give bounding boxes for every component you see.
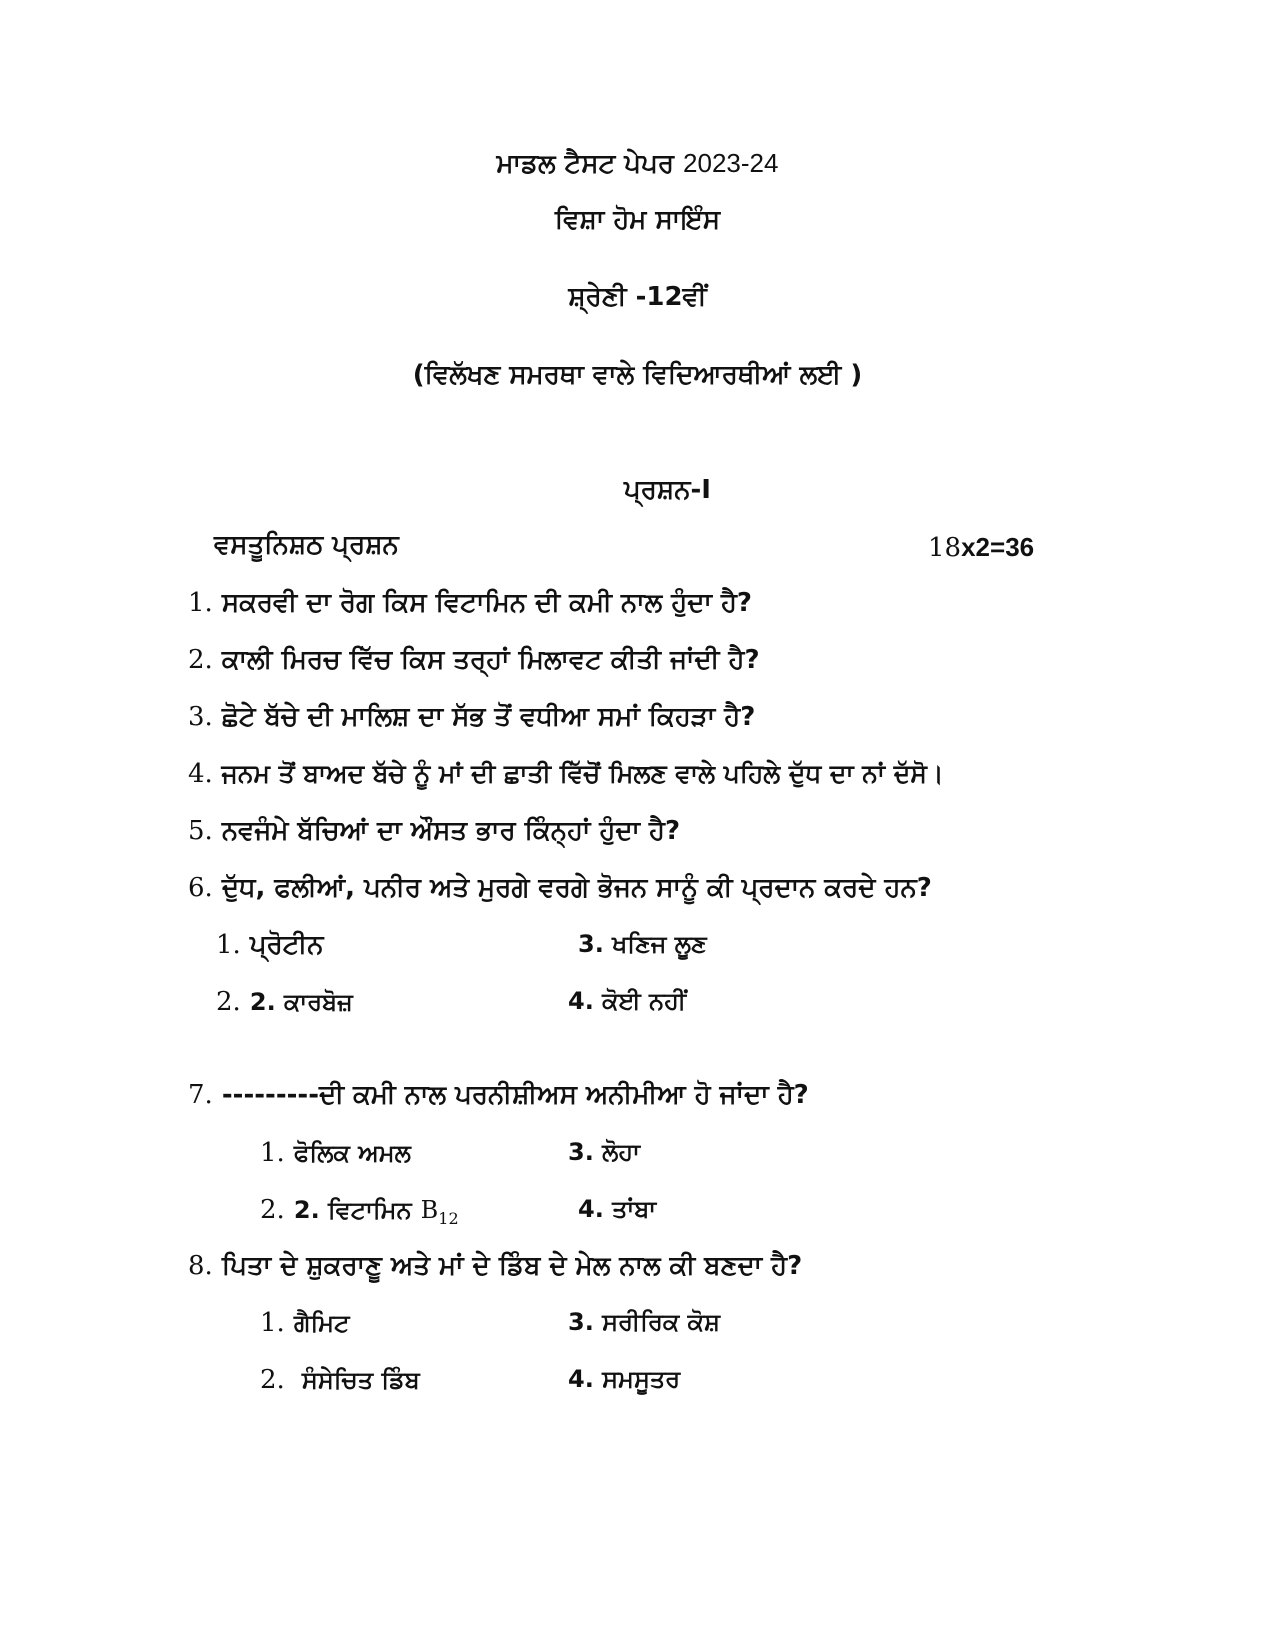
q7-option-4: 4. ਤਾਂਬਾ (578, 1195, 657, 1223)
question-text: ਜਨਮ ਤੋਂ ਬਾਅਦ ਬੱਚੇ ਨੂੰ ਮਾਂ ਦੀ ਛਾਤੀ ਵਿੱਚੋਂ ਮਿਲਣ ਵਾਲੇ ਪਹਿਲੇ ਦੁੱਧ ਦਾ ਨਾਂ ਦੱਸੋ। (221, 759, 944, 788)
question-1 (188, 588, 752, 619)
q7-option-2 (260, 1195, 459, 1228)
q8-option-4: 4. ਸਮਸੂਤਰ (568, 1365, 681, 1393)
section-type: ਵਸਤੂਨਿਸ਼ਠ ਪ੍ਰਸ਼ਨ (214, 530, 399, 560)
question-text: ਨਵਜੰਮੇ ਬੱਚਿਆਂ ਦਾ ਔਸਤ ਭਾਰ ਕਿੰਨ੍ਹਾਂ ਹੁੰਦਾ ਹੈ? (221, 816, 681, 846)
option-text: ਸੰਸੇਚਿਤ ਡਿੰਬ (301, 1366, 420, 1394)
question-text: ਛੋਟੇ ਬੱਚੇ ਦੀ ਮਾਲਿਸ਼ ਦਾ ਸੱਭ ਤੋਂ ਵਧੀਆ ਸਮਾਂ ਕਿਹੜਾ ਹੈ? (221, 702, 756, 732)
question-number: 7. (188, 1080, 213, 1110)
option-number: 2. (260, 1195, 285, 1225)
question-text: ਸਕਰਵੀ ਦਾ ਰੋਗ ਕਿਸ ਵਿਟਾਮਿਨ ਦੀ ਕਮੀ ਨਾਲ ਹੁੰਦਾ ਹੈ? (221, 588, 752, 618)
marks-count: 18 (928, 533, 962, 563)
question-number: 1. (188, 588, 213, 618)
question-number: 3. (188, 702, 213, 732)
q8-option-1 (260, 1308, 349, 1338)
q6-option-2 (216, 987, 353, 1017)
subject-line: ਵਿਸ਼ਾ ਹੋਮ ਸਾਇੰਸ (554, 205, 721, 235)
option-text: ਫੋਲਿਕ ਅਮਲ (293, 1139, 411, 1167)
question-8 (188, 1251, 802, 1282)
question-number: 5. (188, 816, 213, 846)
question-2 (188, 645, 760, 676)
option-text: 2. ਕਾਰਬੋਜ਼ (249, 988, 353, 1016)
question-number: 2. (188, 645, 213, 675)
section-heading: ਪ੍ਰਸ਼ਨ-I (624, 475, 711, 505)
section-marks (928, 532, 1034, 563)
question-4 (188, 759, 944, 789)
vitamin-subscript: 12 (438, 1209, 459, 1229)
option-number: 2. (260, 1365, 285, 1395)
marks-formula: x2=36 (961, 532, 1035, 562)
option-text: ਪ੍ਰੋਟੀਨ (249, 930, 324, 960)
class-line: ਸ਼੍ਰੇਣੀ -12ਵੀਂ (568, 282, 707, 312)
question-7 (188, 1080, 809, 1111)
question-number: 8. (188, 1251, 213, 1281)
option-text: 2. ਵਿਟਾਮਿਨ (293, 1196, 412, 1224)
question-number: 4. (188, 759, 213, 789)
q6-option-1 (216, 930, 324, 961)
question-6 (188, 873, 932, 904)
question-text: ਦੁੱਧ, ਫਲੀਆਂ, ਪਨੀਰ ਅਤੇ ਮੁਰਗੇ ਵਰਗੇ ਭੋਜਨ ਸਾਨੂੰ ਕੀ ਪ੍ਰਦਾਨ ਕਰਦੇ ਹਨ? (221, 873, 932, 903)
q7-option-3: 3. ਲੋਹਾ (568, 1138, 640, 1166)
paper-year: 2023-24 (683, 148, 779, 178)
option-text: ਗੈਮਿਟ (293, 1309, 350, 1337)
paper-title (0, 148, 1275, 180)
paper-title-text: ਮਾਡਲ ਟੈਸਟ ਪੇਪਰ (496, 149, 674, 179)
question-3 (188, 702, 755, 733)
q6-option-3: 3. ਖਣਿਜ ਲੂਣ (578, 930, 707, 958)
option-number: 1. (260, 1308, 285, 1338)
q8-option-3: 3. ਸਰੀਰਿਕ ਕੋਸ਼ (568, 1308, 720, 1336)
option-number: 2. (216, 987, 241, 1017)
audience-line: (ਵਿਲੱਖਣ ਸਮਰਥਾ ਵਾਲੇ ਵਿਦਿਆਰਥੀਆਂ ਲਈ ) (412, 360, 863, 390)
option-number: 1. (216, 930, 241, 960)
option-number: 1. (260, 1138, 285, 1168)
question-text: ਕਾਲੀ ਮਿਰਚ ਵਿੱਚ ਕਿਸ ਤਰ੍ਹਾਂ ਮਿਲਾਵਟ ਕੀਤੀ ਜਾਂਦੀ ਹੈ? (221, 645, 760, 675)
question-text: ---------ਦੀ ਕਮੀ ਨਾਲ ਪਰਨੀਸ਼ੀਅਸ ਅਨੀਮੀਆ ਹੋ ਜਾਂਦਾ ਹੈ? (221, 1080, 809, 1110)
question-5 (188, 816, 680, 847)
q7-option-1 (260, 1138, 411, 1168)
question-number: 6. (188, 873, 213, 903)
q8-option-2 (260, 1365, 420, 1395)
question-text: ਪਿਤਾ ਦੇ ਸ਼ੁਕਰਾਣੂ ਅਤੇ ਮਾਂ ਦੇ ਡਿੰਬ ਦੇ ਮੇਲ ਨਾਲ ਕੀ ਬਣਦਾ ਹੈ? (221, 1251, 803, 1281)
q6-option-4: 4. ਕੋਈ ਨਹੀਂ (568, 987, 687, 1015)
vitamin-letter: B (420, 1196, 439, 1224)
